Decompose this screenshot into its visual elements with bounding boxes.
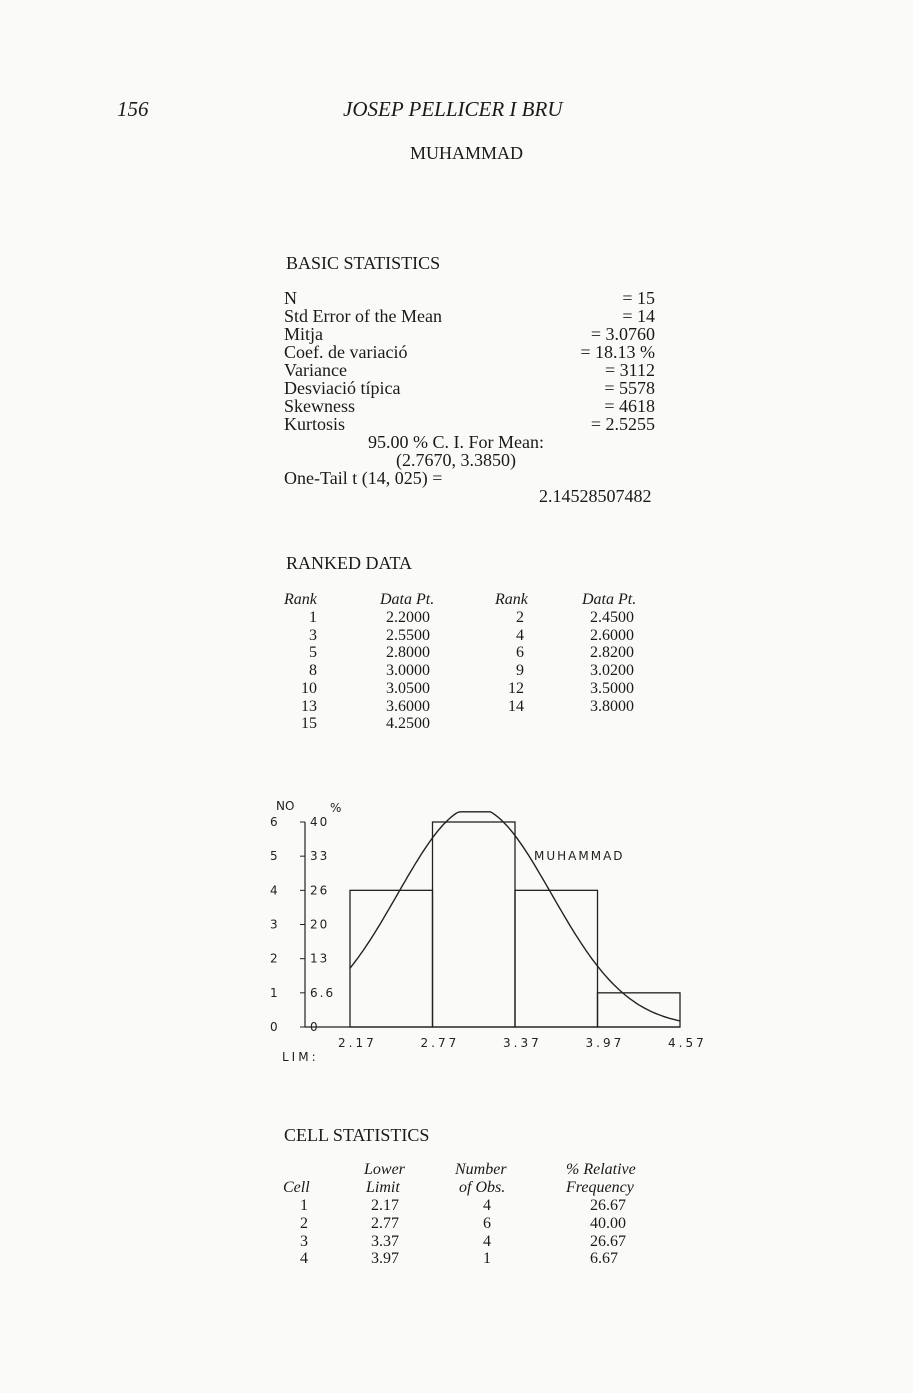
cell-header-bottom: Limit (366, 1179, 400, 1196)
cell-stat-value: 2.17 (371, 1197, 399, 1214)
ranked-header-datapt-1: Data Pt. (380, 591, 435, 608)
ranked-rank-cell: 14 (508, 697, 524, 715)
ranked-datapt-cell: 2.6000 (590, 626, 634, 644)
cell-stat-value: 3.97 (371, 1250, 399, 1268)
count-tick-labels (270, 815, 278, 1034)
basic-statistics-title: BASIC STATISTICS (286, 253, 441, 273)
cell-header-top: Lower (364, 1161, 405, 1178)
basic-statistics-values (580, 289, 655, 433)
ranked-datapt-cell: 3.0500 (386, 679, 430, 697)
basic-stat-label: Coef. de variació (284, 342, 408, 362)
cell-header-top: Number (455, 1161, 507, 1178)
basic-stat-value: = 5578 (604, 378, 655, 398)
x-tick: 3.37 (503, 1036, 542, 1050)
ranked-rank-cell: 4 (516, 626, 524, 644)
cell-stat-value: 2.77 (371, 1214, 399, 1232)
count-tick: 5 (270, 849, 278, 864)
x-tick: 2.17 (338, 1036, 377, 1050)
no-label: NO (276, 799, 295, 813)
percent-tick: 13 (310, 951, 330, 966)
histogram-bar (598, 993, 681, 1027)
basic-stat-value: = 3112 (605, 360, 655, 380)
ranked-rank-cell: 3 (309, 626, 317, 644)
cell-stat-value: 26.67 (590, 1232, 626, 1250)
ranked-rank-cell: 13 (301, 697, 317, 715)
histogram-bar (350, 890, 433, 1027)
cell-stat-value: 1 (300, 1197, 308, 1214)
ranked-rank-cell: 15 (301, 715, 317, 733)
ranked-rank-cell: 12 (508, 679, 524, 697)
ranked-header-rank-2: Rank (495, 591, 528, 608)
x-tick: 4.57 (668, 1036, 707, 1050)
percent-tick: 20 (310, 917, 330, 932)
percent-tick: 26 (310, 883, 330, 898)
ranked-datapt-cell: 2.2000 (386, 609, 430, 626)
x-tick: 2.77 (420, 1036, 460, 1050)
basic-stat-value: = 15 (622, 288, 655, 308)
running-title: JOSEP PELLICER I BRU (343, 97, 563, 121)
x-tick-labels (338, 1036, 707, 1050)
basic-stat-label: Kurtosis (284, 414, 346, 434)
count-tick: 0 (270, 1020, 278, 1034)
cell-header-top: % Relative (566, 1161, 636, 1178)
ranked-data-title: RANKED DATA (286, 553, 413, 573)
cell-header-bottom: Cell (283, 1179, 310, 1196)
x-tick: 3.97 (585, 1036, 625, 1050)
cell-stat-value: 3.37 (371, 1232, 399, 1250)
cell-stat-value: 3 (300, 1232, 308, 1250)
histogram-bar (433, 822, 516, 1027)
cell-stat-value: 4 (483, 1197, 491, 1214)
basic-stat-label: N (284, 288, 297, 308)
ranked-header-datapt-2: Data Pt. (582, 591, 637, 608)
count-tick: 1 (270, 985, 278, 1000)
pct-label: % (330, 801, 342, 815)
cell-header-bottom: of Obs. (459, 1179, 506, 1196)
cell-stat-value: 6 (483, 1214, 491, 1232)
cell-stat-value: 26.67 (590, 1197, 626, 1214)
ranked-datapt-cell: 3.8000 (590, 697, 634, 715)
percent-tick: 33 (310, 849, 330, 864)
ranked-datapt-cell: 2.8000 (386, 644, 430, 662)
basic-stat-value: = 2.5255 (590, 414, 655, 434)
ranked-rank-cell: 8 (309, 662, 317, 680)
page-number: 156 (117, 97, 149, 121)
basic-stat-label: Std Error of the Mean (284, 306, 442, 326)
basic-stat-label: Desviació típica (284, 378, 401, 398)
cell-stat-value: 4 (483, 1232, 491, 1250)
ttest-value: 2.14528507482 (539, 486, 652, 506)
cell-statistics-title: CELL STATISTICS (284, 1125, 430, 1145)
ranked-datapt-cell: 2.5500 (386, 626, 430, 644)
lim-label: LIM: (282, 1050, 319, 1064)
series-label: MUHAMMAD (534, 849, 625, 863)
ranked-datapt-cell: 3.0000 (386, 662, 430, 680)
ranked-datapt-cell: 3.6000 (386, 697, 430, 715)
count-tick: 3 (270, 917, 278, 932)
ranked-rank-cell: 6 (516, 644, 524, 662)
basic-statistics-labels (284, 289, 442, 433)
cell-stat-value: 2 (300, 1214, 308, 1232)
ranked-datapt-cell: 4.2500 (386, 715, 430, 733)
percent-tick: 0 (310, 1020, 320, 1034)
histogram-bars (350, 822, 680, 1027)
ranked-rank-cell: 2 (516, 609, 524, 626)
ci-range: (2.7670, 3.3850) (396, 450, 516, 470)
ranked-header-rank-1: Rank (284, 591, 317, 608)
count-tick: 6 (270, 815, 278, 829)
basic-stat-value: = 3.0760 (590, 324, 655, 344)
subject-title: MUHAMMAD (410, 143, 524, 163)
ranked-datapt-cell: 2.4500 (590, 609, 634, 626)
ranked-datapt-cell: 2.8200 (590, 644, 634, 662)
ci-line: 95.00 % C. I. For Mean: (368, 432, 544, 452)
ranked-datapt-cell: 3.5000 (590, 679, 634, 697)
histogram-chart (260, 795, 707, 1065)
count-tick: 2 (270, 951, 278, 966)
percent-tick: 40 (310, 815, 330, 829)
histogram-bar (515, 890, 598, 1027)
cell-stat-value: 6.67 (590, 1250, 618, 1268)
cell-stat-value: 4 (300, 1250, 308, 1268)
basic-stat-value: = 18.13 % (580, 342, 655, 362)
cell-stat-value: 1 (483, 1250, 491, 1268)
basic-stat-value: = 4618 (604, 396, 655, 416)
ranked-rank-cell: 1 (309, 609, 317, 626)
basic-stat-label: Mitja (284, 324, 323, 344)
ranked-rank-cell: 9 (516, 662, 524, 680)
count-tick: 4 (270, 883, 278, 898)
ttest-label: One-Tail t (14, 025) = (284, 468, 443, 488)
basic-stat-value: = 14 (622, 306, 655, 326)
percent-tick: 6.6 (310, 985, 336, 1000)
basic-stat-label: Skewness (284, 396, 355, 416)
basic-stat-label: Variance (284, 360, 347, 380)
ranked-datapt-cell: 3.0200 (590, 662, 634, 680)
cell-header-bottom: Frequency (566, 1179, 634, 1196)
ranked-rank-cell: 5 (309, 644, 317, 662)
cell-stat-value: 40.00 (590, 1214, 626, 1232)
ranked-rank-cell: 10 (301, 679, 317, 697)
